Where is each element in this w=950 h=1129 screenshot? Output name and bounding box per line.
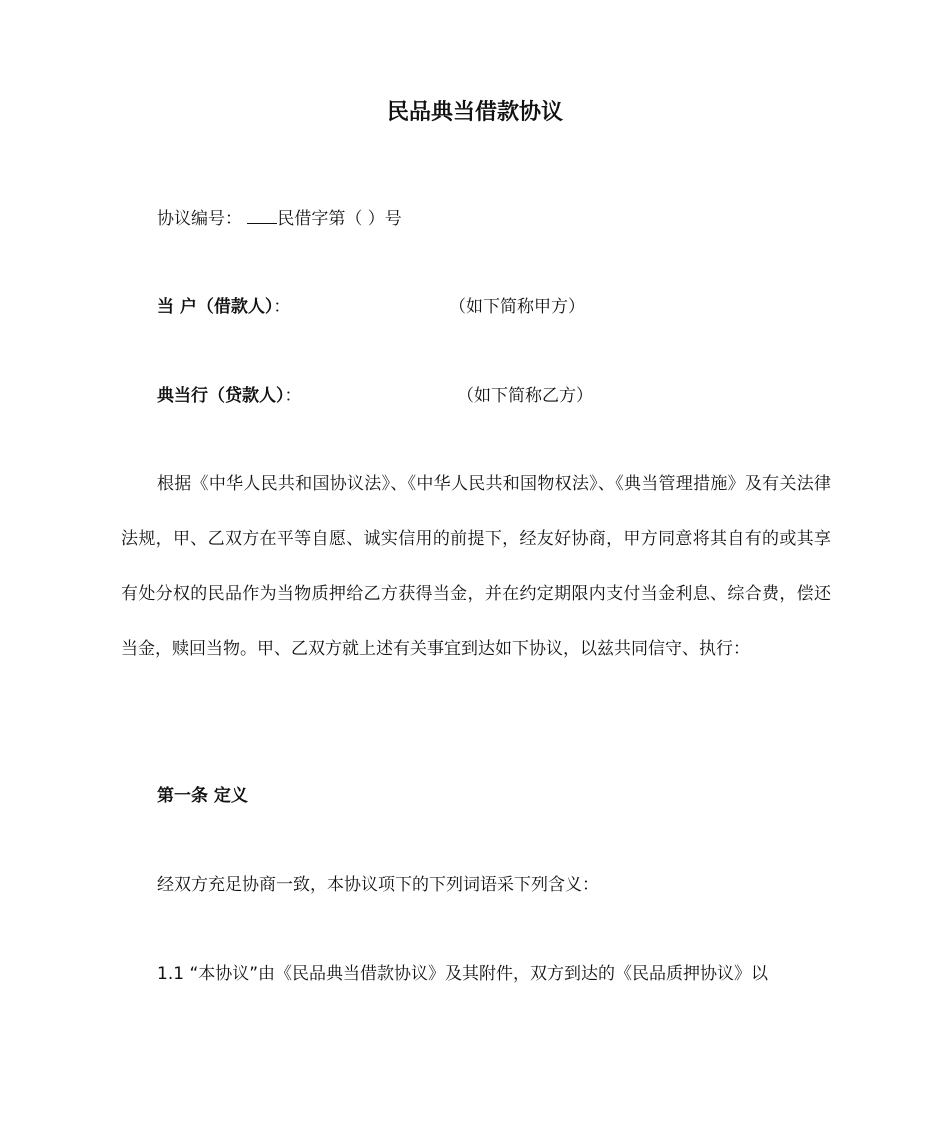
agreement-number-suffix: 民借字第（ ）号: [277, 209, 402, 229]
document-title: 民品典当借款协议: [386, 100, 563, 125]
lender-line: [157, 384, 302, 408]
borrower-note: （如下简称甲方）: [449, 297, 585, 317]
article-1-heading: 第一条 定义: [157, 786, 248, 806]
preamble-paragraph: 根据《中华人民共和国协议法》、《中华人民共和国物权法》、《典当管理措施》及有关法律法规，甲、乙双方在平等自愿、诚实信用的前提下，经友好协商，甲方同意将其自有的或其享有处分权的民品作为当物质押给乙方获得当金，并在约定期限内支付当金利息、综合费，偿还当金，赎回当物。甲、乙双方就上述有关事宜到达如下协议，以兹共同信守、执行：: [121, 474, 831, 659]
borrower-colon: ：: [273, 297, 291, 317]
borrower-label: 当 户（借款人）: [157, 297, 274, 317]
agreement-number-label: 协议编号：: [157, 209, 242, 229]
article-1-intro: 经双方充足协商一致，本协议项下的下列词语采下列含义：: [157, 875, 599, 895]
borrower-line: [157, 295, 290, 319]
lender-note: （如下简称乙方）: [457, 386, 593, 406]
article-1-item-1-1: 1.1 “本协议”由《民品典当借款协议》及其附件，双方到达的《民品质押协议》以: [157, 964, 769, 984]
lender-label: 典当行（贷款人）: [157, 386, 285, 406]
lender-colon: ：: [284, 386, 302, 406]
agreement-number-blank: [247, 205, 277, 224]
agreement-number-line: [157, 205, 402, 231]
